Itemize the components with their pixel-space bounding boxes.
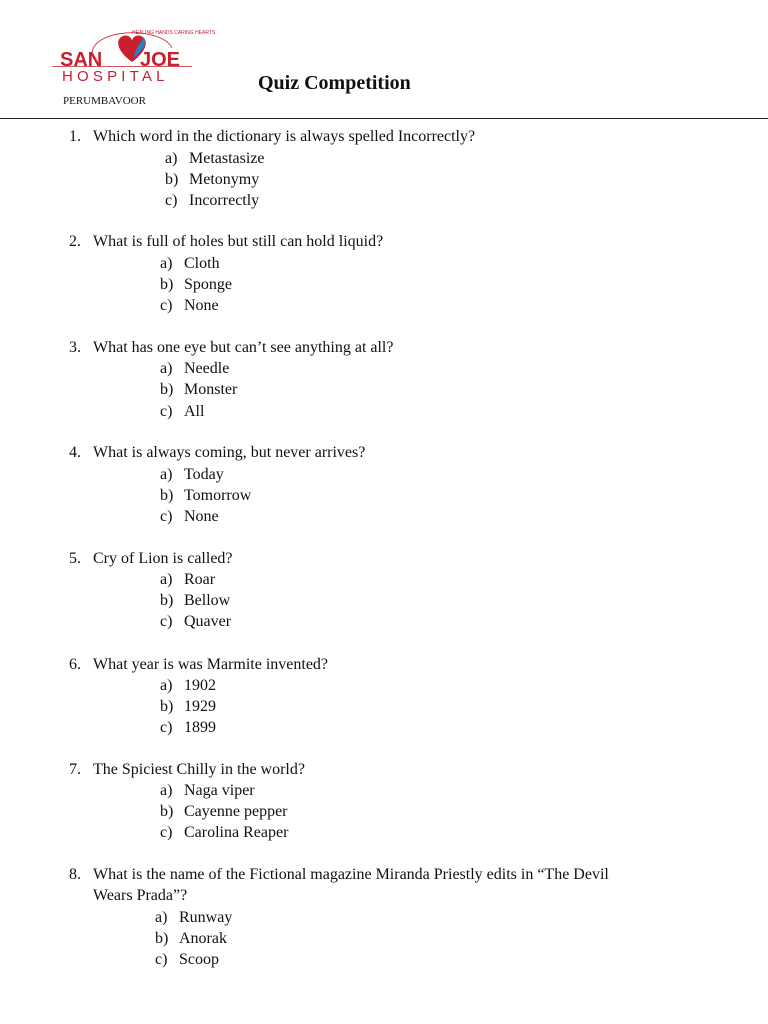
option-letter: a) <box>160 782 173 799</box>
question-number: 1. <box>69 128 81 145</box>
option-letter: b) <box>160 803 174 820</box>
question-2 <box>69 231 383 252</box>
option-5a <box>160 569 215 590</box>
option-text: Bellow <box>184 592 231 609</box>
question-number: 2. <box>69 233 81 250</box>
option-letter: b) <box>160 698 174 715</box>
option-1b <box>165 169 259 190</box>
option-text: 1902 <box>184 677 216 694</box>
option-letter: c) <box>160 824 173 841</box>
option-text: Runway <box>179 909 233 926</box>
question-number: 5. <box>69 550 81 567</box>
option-6a <box>160 675 216 696</box>
option-text: Carolina Reaper <box>184 824 289 841</box>
hospital-logo <box>52 22 216 88</box>
logo-name-left: SAN <box>60 49 103 71</box>
option-letter: a) <box>160 360 173 377</box>
option-letter: b) <box>160 487 174 504</box>
option-letter: b) <box>165 171 179 188</box>
question-6 <box>69 654 328 675</box>
option-8a <box>155 907 232 928</box>
question-3 <box>69 337 393 358</box>
question-text: What is full of holes but still can hold liquid? <box>93 233 384 250</box>
option-text: Metastasize <box>189 150 265 167</box>
header-divider <box>0 118 768 119</box>
option-4a <box>160 464 224 485</box>
question-text: What year is was Marmite invented? <box>93 656 329 673</box>
option-text: None <box>184 508 219 525</box>
option-text: Today <box>184 466 224 483</box>
option-letter: c) <box>155 951 168 968</box>
option-text: Roar <box>184 571 216 588</box>
option-text: Sponge <box>184 276 232 293</box>
option-7b <box>160 801 288 822</box>
option-letter: a) <box>160 571 173 588</box>
option-8b <box>155 928 227 949</box>
option-letter: c) <box>165 192 178 209</box>
option-letter: b) <box>160 381 174 398</box>
option-text: Naga viper <box>184 782 255 799</box>
question-number: 4. <box>69 444 81 461</box>
option-text: Cloth <box>184 255 220 272</box>
question-1 <box>69 126 475 147</box>
option-2c <box>160 295 219 316</box>
option-3b <box>160 379 237 400</box>
option-letter: a) <box>160 677 173 694</box>
logo-name-right: JOE <box>140 49 181 71</box>
option-2a <box>160 253 220 274</box>
question-7 <box>69 759 305 780</box>
location-label: PERUMBAVOOR <box>63 95 146 107</box>
option-letter: c) <box>160 403 173 420</box>
question-text: What is the name of the Fictional magazine Miranda Priestly edits in “The Devil <box>93 866 609 883</box>
question-text: Which word in the dictionary is always spelled Incorrectly? <box>93 128 476 145</box>
option-1c <box>165 190 259 211</box>
option-text: All <box>184 403 205 420</box>
option-7a <box>160 780 255 801</box>
option-letter: b) <box>155 930 169 947</box>
option-text: 1929 <box>184 698 216 715</box>
option-letter: c) <box>160 613 173 630</box>
question-8 <box>69 864 609 904</box>
question-number: 3. <box>69 339 81 356</box>
option-letter: b) <box>160 276 174 293</box>
logo-tagline: HEALING HANDS CARING HEARTS <box>132 30 216 36</box>
option-2b <box>160 274 232 295</box>
option-5b <box>160 590 230 611</box>
option-letter: c) <box>160 508 173 525</box>
option-letter: a) <box>165 150 178 167</box>
page-title: Quiz Competition <box>258 72 411 94</box>
question-number: 8. <box>69 866 81 883</box>
option-6b <box>160 696 216 717</box>
option-text: Anorak <box>179 930 227 947</box>
option-3c <box>160 401 204 422</box>
option-text: Incorrectly <box>189 192 260 209</box>
option-letter: b) <box>160 592 174 609</box>
question-5 <box>69 548 233 569</box>
option-4b <box>160 485 251 506</box>
option-8c <box>155 949 219 970</box>
option-3a <box>160 358 229 379</box>
question-text: Cry of Lion is called? <box>93 550 233 567</box>
option-letter: a) <box>160 255 173 272</box>
option-text: Tomorrow <box>184 487 252 504</box>
option-text: 1899 <box>184 719 216 736</box>
option-7c <box>160 822 288 843</box>
option-1a <box>165 148 265 169</box>
option-4c <box>160 506 219 527</box>
option-text: Quaver <box>184 613 232 630</box>
option-letter: a) <box>155 909 168 926</box>
option-5c <box>160 611 231 632</box>
option-text: None <box>184 297 219 314</box>
option-text: Needle <box>184 360 230 377</box>
option-letter: c) <box>160 297 173 314</box>
option-text: Metonymy <box>189 171 260 188</box>
logo-hospital-text: HOSPITAL <box>62 68 169 85</box>
question-text: What has one eye but can’t see anything at all? <box>93 339 394 356</box>
question-number: 7. <box>69 761 81 778</box>
question-number: 6. <box>69 656 81 673</box>
question-text: The Spiciest Chilly in the world? <box>93 761 305 778</box>
option-letter: c) <box>160 719 173 736</box>
option-text: Cayenne pepper <box>184 803 288 820</box>
option-text: Monster <box>184 381 238 398</box>
question-text-continuation: Wears Prada”? <box>93 887 188 904</box>
option-letter: a) <box>160 466 173 483</box>
question-4 <box>69 442 365 463</box>
option-text: Scoop <box>179 951 219 968</box>
option-6c <box>160 717 216 738</box>
question-text: What is always coming, but never arrives? <box>93 444 366 461</box>
